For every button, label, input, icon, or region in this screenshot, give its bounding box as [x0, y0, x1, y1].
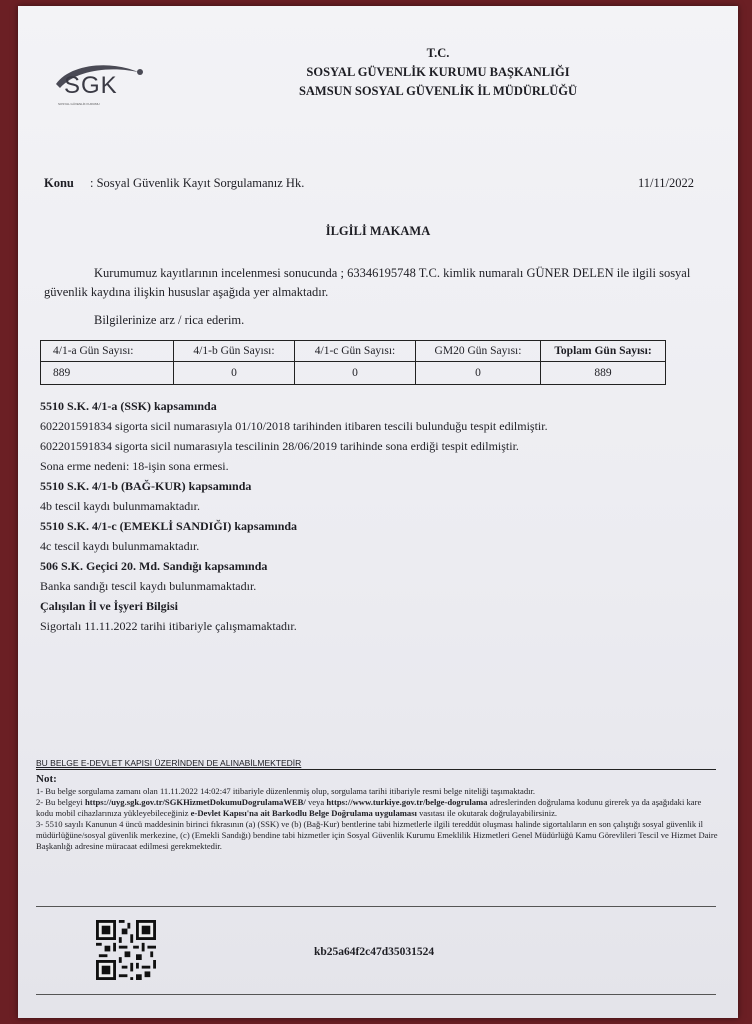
body-paragraph: Kurumumuz kayıtlarının incelenmesi sonucunda ; 63346195748 T.C. kimlik numaralı GÜNER DELEN ile ilgili sosyal güvenlik kaydına ilişkin hususlar aşağıda yer almaktadır. — [44, 266, 691, 299]
addressee-heading: İLGİLİ MAKAMA — [325, 224, 431, 238]
document-page — [18, 6, 738, 1018]
section-title: 5510 S.K. 4/1-b (BAĞ-KUR) kapsamında — [40, 479, 252, 493]
notes-block — [36, 772, 718, 852]
header-line-3: SAMSUN SOSYAL GÜVENLİK İL MÜDÜRLÜĞÜ — [298, 84, 578, 98]
note-2-app: e-Devlet Kapısı'na ait Barkodlu Belge Doğrulama uygulaması — [190, 808, 417, 818]
table-cell: 0 — [416, 362, 541, 385]
note-3: 3- 5510 sayılı Kanunun 4 üncü maddesinin birinci fıkrasının (a) (SSK) ve (b) (Bağ-Kur) bentlerine tabi hizmetlerle ilgili tereddüt oluşması halinde sigortalıların en son çalıştığı sosyal güvenlik il müdürlüğüne/sosyal güvenlik merkezine, (c) (Emekli Sandığı) bendine tabi hizmetler için Sosyal Güvenlik Kurumu Emeklilik Hizmetleri Genel Müdürlüğü Kamu Görevlileri Tescil ve Hizmet Daire Başkanlığı adresine müracaat edilmesi gerekmektedir. — [36, 819, 718, 851]
table-header-cell: GM20 Gün Sayısı: — [416, 341, 541, 362]
document-date: 11/11/2022 — [637, 176, 694, 190]
section-title: 506 S.K. Geçici 20. Md. Sandığı kapsamında — [40, 559, 268, 573]
note-1: 1- Bu belge sorgulama zamanı olan 11.11.2022 14:02:47 itibariyle düzenlenmiş olup, sorgulama tarihi itibariyle resmi belge niteliği taşımaktadır. — [36, 786, 536, 796]
table-cell: 0 — [295, 362, 416, 385]
table-header-cell: 4/1-c Gün Sayısı: — [295, 341, 416, 362]
subject-line — [44, 176, 694, 191]
table-row — [41, 362, 666, 385]
logo-text: SGK — [64, 72, 118, 99]
header-line-1: T.C. — [426, 46, 450, 60]
day-count-table — [40, 340, 666, 385]
subject-value: : Sosyal Güvenlik Kayıt Sorgulamanız Hk. — [90, 176, 305, 190]
note-2-prefix: 2- Bu belgeyi — [36, 797, 83, 807]
note-2 — [36, 797, 718, 819]
header-line-2: SOSYAL GÜVENLİK KURUMU BAŞKANLIĞI — [306, 65, 570, 79]
section-line: Sigortalı 11.11.2022 tarihi itibariyle çalışmamaktadır. — [40, 619, 297, 633]
note-2-or: veya — [307, 797, 325, 807]
section-line: Banka sandığı tescil kaydı bulunmamaktadır. — [40, 579, 257, 593]
institution-header — [198, 44, 678, 101]
table-cell: 889 — [541, 362, 666, 385]
section-line: 602201591834 sigorta sicil numarasıyla 01/10/2018 tarihinden itibaren tescili bulunduğu tespit edilmiştir. — [40, 419, 548, 433]
section-line: 4b tescil kaydı bulunmamaktadır. — [40, 499, 200, 513]
sgk-verify-link[interactable]: https://uyg.sgk.gov.tr/SGKHizmetDokumuDogrulamaWEB/ — [84, 797, 306, 807]
section-title: 5510 S.K. 4/1-c (EMEKLİ SANDIĞI) kapsamında — [40, 519, 298, 533]
table-header-cell: 4/1-a Gün Sayısı: — [41, 341, 174, 362]
subject-label: Konu — [44, 176, 74, 190]
courtesy-line: Bilgilerinize arz / rica ederim. — [94, 313, 245, 327]
qr-code-icon — [96, 920, 156, 980]
notes-title: Not: — [36, 773, 57, 785]
note-2-body: adreslerinden doğrulama kodunu girerek ya da aşağıdaki kare kodu mobil cihazlarınıza yükleyebileceğiniz — [36, 797, 702, 818]
table-cell: 889 — [41, 362, 174, 385]
table-cell: 0 — [174, 362, 295, 385]
logo-subtext: SOSYAL GÜVENLİK KURUMU — [58, 102, 100, 106]
note-2-suffix: vasıtası ile okutarak doğrulayabilirsiniz. — [419, 808, 558, 818]
section-line: 4c tescil kaydı bulunmamaktadır. — [40, 539, 200, 553]
table-header-cell: Toplam Gün Sayısı: — [541, 341, 666, 362]
section-title: Çalışılan İl ve İşyeri Bilgisi — [40, 599, 179, 613]
divider — [36, 994, 716, 995]
edevlet-banner — [36, 758, 716, 770]
verification-code: kb25a64f2c47d35031524 — [314, 946, 435, 958]
table-header-cell: 4/1-b Gün Sayısı: — [174, 341, 295, 362]
section-line: 602201591834 sigorta sicil numarasıyla tescilinin 28/06/2019 tarihinde sona erdiği tespit edilmiştir. — [40, 439, 519, 453]
coverage-sections — [40, 396, 730, 636]
turkiye-verify-link[interactable]: https://www.turkiye.gov.tr/belge-dogrulama — [326, 797, 488, 807]
divider — [36, 906, 716, 907]
section-title: 5510 S.K. 4/1-a (SSK) kapsamında — [40, 399, 217, 413]
section-line: Sona erme nedeni: 18-işin sona ermesi. — [40, 459, 229, 473]
table-header-row — [41, 341, 666, 362]
sgk-logo — [50, 58, 146, 112]
edevlet-banner-text: BU BELGE E-DEVLET KAPISI ÜZERİNDEN DE ALINABİLMEKTEDİR — [36, 758, 302, 768]
